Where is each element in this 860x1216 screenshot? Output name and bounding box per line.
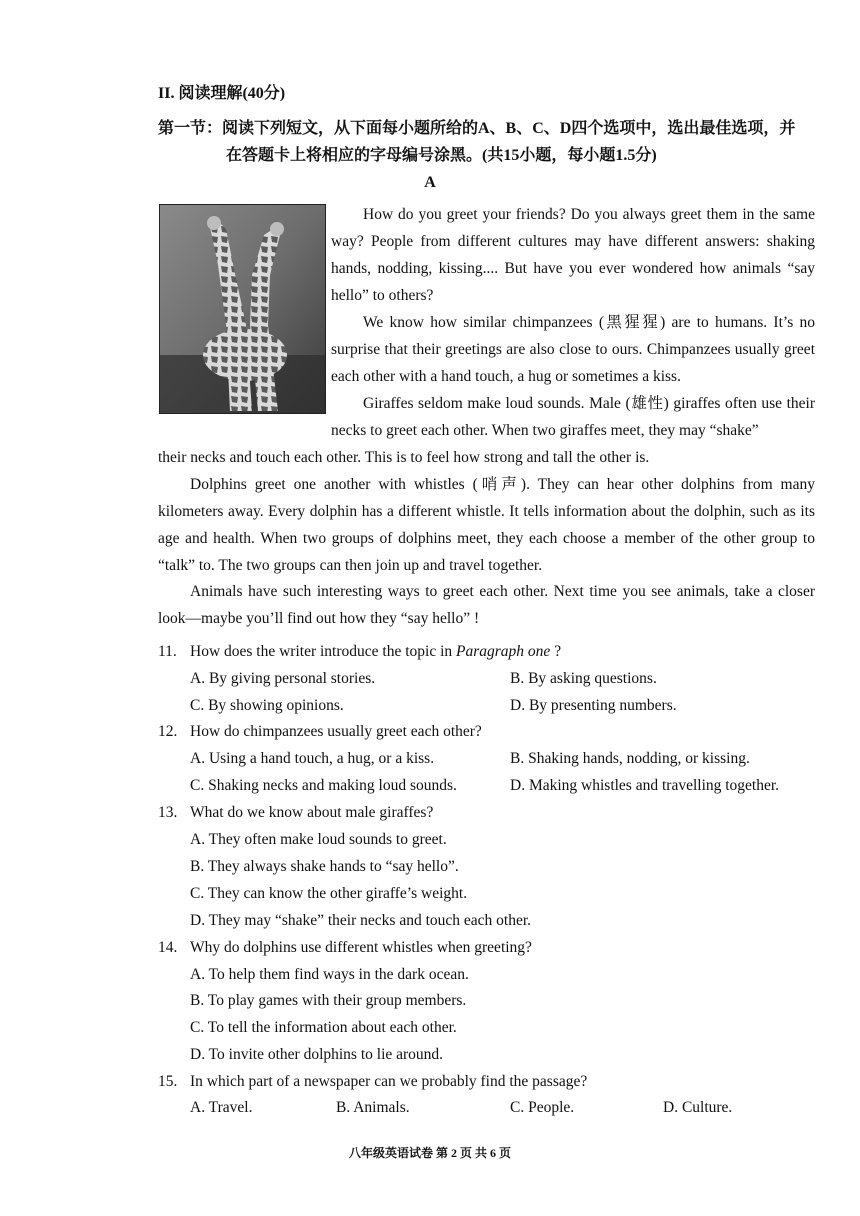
passage-paragraph-2: We know how similar chimpanzees (黑猩猩) are to humans. It’s no surprise that their greetings are also close to ours. Chimpanzees usually greet each other with a hand touch, a hug or sometimes a kiss.	[331, 314, 815, 385]
passage-paragraph-5: Animals have such interesting ways to greet each other. Next time you see animals, take a closer look—maybe you’ll find out how they “say hello” !	[158, 583, 815, 627]
question-number: 11.	[158, 643, 177, 660]
question-number: 12.	[158, 723, 178, 740]
question-15-option-d[interactable]: D. Culture.	[663, 1099, 733, 1116]
question-12-option-c[interactable]: C. Shaking necks and making loud sounds.	[190, 777, 457, 794]
question-13-stem: 13. What do we know about male giraffes?	[158, 799, 433, 826]
instruction-line-2: 在答题卡上将相应的字母编号涂黑。(共15小题，每小题1.5分)	[226, 147, 657, 164]
passage-letter: A	[424, 174, 436, 191]
question-12-stem: 12. How do chimpanzees usually greet each other?	[158, 718, 482, 745]
giraffes-photo	[159, 204, 326, 414]
question-number: 15.	[158, 1073, 178, 1090]
question-13-option-c[interactable]: C. They can know the other giraffe’s weight.	[190, 885, 468, 902]
question-12-option-b[interactable]: B. Shaking hands, nodding, or kissing.	[510, 750, 750, 767]
question-15-option-a[interactable]: A. Travel.	[190, 1099, 253, 1116]
question-14-option-a[interactable]: A. To help them find ways in the dark ocean.	[190, 966, 469, 983]
question-13-option-a[interactable]: A. They often make loud sounds to greet.	[190, 831, 447, 848]
question-14-option-d[interactable]: D. To invite other dolphins to lie around.	[190, 1046, 444, 1063]
question-number: 14.	[158, 939, 178, 956]
question-11-option-a[interactable]: A. By giving personal stories.	[190, 670, 376, 687]
question-15-option-b[interactable]: B. Animals.	[336, 1099, 410, 1116]
question-14-option-b[interactable]: B. To play games with their group members.	[190, 992, 467, 1009]
passage-paragraph-3-part-2: their necks and touch each other. This is to feel how strong and tall the other is.	[158, 449, 650, 466]
question-15-stem: 15. In which part of a newspaper can we probably find the passage?	[158, 1068, 587, 1095]
question-11-stem: 11. How does the writer introduce the topic in Paragraph one ?	[158, 638, 561, 665]
question-12-option-a[interactable]: A. Using a hand touch, a hug, or a kiss.	[190, 750, 435, 767]
passage-paragraph-4: Dolphins greet one another with whistles (哨声). They can hear other dolphins from many kilometers away. Every dolphin has a different whistle. It tells information about the dolphin, such as its age and health. When two groups of dolphins meet, they each choose a member of the other group to “talk” to. The two groups can then join up and travel together.	[158, 476, 815, 574]
question-11-option-b[interactable]: B. By asking questions.	[510, 670, 657, 687]
question-14-stem: 14. Why do dolphins use different whistles when greeting?	[158, 934, 532, 961]
passage-paragraph-3-part-1: Giraffes seldom make loud sounds. Male (雄性) giraffes often use their necks to greet each other. When two giraffes meet, they may “shake”	[331, 395, 815, 439]
question-12-option-d[interactable]: D. Making whistles and travelling together.	[510, 777, 780, 794]
question-14-option-c[interactable]: C. To tell the information about each other.	[190, 1019, 457, 1036]
question-11-option-c[interactable]: C. By showing opinions.	[190, 697, 344, 714]
question-11-option-d[interactable]: D. By presenting numbers.	[510, 697, 677, 714]
question-13-option-d[interactable]: D. They may “shake” their necks and touch each other.	[190, 912, 532, 929]
question-15-option-c[interactable]: C. People.	[510, 1099, 575, 1116]
instruction-line-1: 第一节：阅读下列短文，从下面每小题所给的A、B、C、D四个选项中，选出最佳选项，并	[158, 120, 796, 137]
section-title: II. 阅读理解(40分)	[158, 85, 286, 102]
question-number: 13.	[158, 804, 178, 821]
instruction	[158, 115, 818, 169]
passage-paragraph-1: How do you greet your friends? Do you always greet them in the same way? People from different cultures may have different answers: shaking hands, nodding, kissing.... But have you ever wondered how animals “say hello” to others?	[331, 206, 815, 304]
page-footer: 八年级英语试卷 第 2 页 共 6 页	[348, 1146, 511, 1160]
question-13-option-b[interactable]: B. They always shake hands to “say hello”.	[190, 858, 459, 875]
